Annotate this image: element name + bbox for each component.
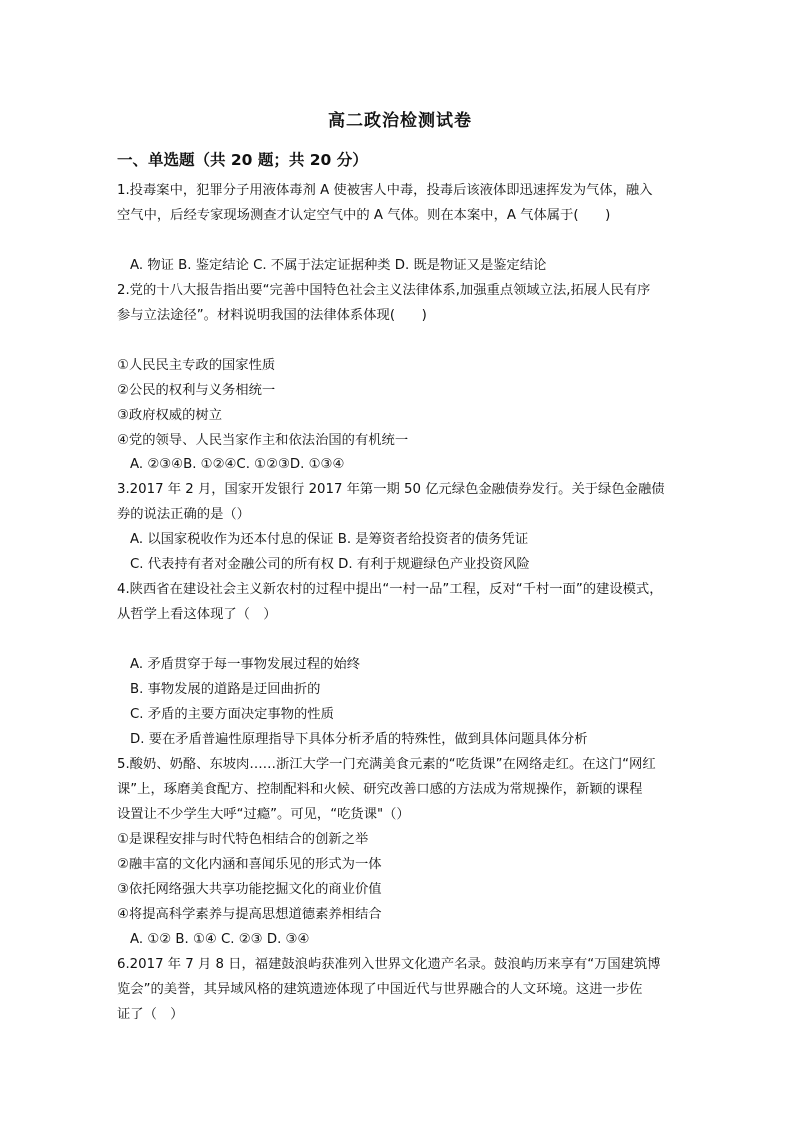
question-5-statement-3: ③依托网络强大共享功能挖掘文化的商业价值 xyxy=(117,882,382,897)
question-4-option-c: C. 矛盾的主要方面决定事物的性质 xyxy=(130,707,334,722)
question-5-stem-line-1: 5.酸奶、奶酪、东坡肉……浙江大学一门充满美食元素的“吃货课”在网络走红。在这门“网红 xyxy=(117,757,656,772)
section-heading: 一、单选题（共 20 题；共 20 分） xyxy=(117,151,368,169)
question-5-stem-line-2: 课”上，琢磨美食配方、控制配料和火候、研究改善口感的方法成为常规操作，新颖的课程 xyxy=(117,782,643,797)
question-4-option-b: B. 事物发展的道路是迂回曲折的 xyxy=(130,682,321,697)
question-3-stem-line-1: 3.2017 年 2 月，国家开发银行 2017 年第一期 50 亿元绿色金融债券发行。关于绿色金融债 xyxy=(117,482,665,497)
question-5-options: A. ①② B. ①④ C. ②③ D. ③④ xyxy=(130,932,310,947)
question-4-stem-line-2: 从哲学上看这体现了（ ） xyxy=(117,607,277,622)
question-5-stem-line-3: 设置让不少学生大呼“过瘾”。可见，“吃货课"（） xyxy=(117,807,410,822)
question-6-stem-line-1: 6.2017 年 7 月 8 日，福建鼓浪屿获准列入世界文化遗产名录。鼓浪屿历来享有“万国建筑博 xyxy=(117,957,661,972)
question-2-statement-2: ②公民的权利与义务相统一 xyxy=(117,383,276,398)
question-2-stem-line-2: 参与立法途径”。材料说明我国的法律体系体现( ) xyxy=(117,308,427,323)
question-2-statement-4: ④党的领导、人民当家作主和依法治国的有机统一 xyxy=(117,433,409,448)
question-1-stem-line-2: 空气中，后经专家现场测查才认定空气中的 A 气体。则在本案中，A 气体属于( ) xyxy=(117,208,611,223)
question-6-stem-line-2: 览会”的美誉，其异域风格的建筑遗迹体现了中国近代与世界融合的人文环境。这进一步佐 xyxy=(117,982,643,997)
question-5-statement-2: ②融丰富的文化内涵和喜闻乐见的形式为一体 xyxy=(117,857,382,872)
page-title: 高二政治检测试卷 xyxy=(328,111,472,131)
question-3-options-line-2: C. 代表持有者对金融公司的所有权 D. 有利于规避绿色产业投资风险 xyxy=(130,557,530,572)
question-3-options-line-1: A. 以国家税收作为还本付息的保证 B. 是筹资者给投资者的债务凭证 xyxy=(130,532,529,547)
question-4-option-d: D. 要在矛盾普遍性原理指导下具体分析矛盾的特殊性，做到具体问题具体分析 xyxy=(130,732,588,747)
question-2-statement-3: ③政府权威的树立 xyxy=(117,408,222,423)
question-2-options: A. ②③④B. ①②④C. ①②③D. ①③④ xyxy=(130,457,345,472)
question-2-statement-1: ①人民民主专政的国家性质 xyxy=(117,358,276,373)
question-3-stem-line-2: 券的说法正确的是（） xyxy=(117,507,250,522)
question-6-stem-line-3: 证了（ ） xyxy=(117,1007,184,1022)
question-5-statement-4: ④将提高科学素养与提高思想道德素养相结合 xyxy=(117,907,382,922)
question-2-stem-line-1: 2.党的十八大报告指出要“完善中国特色社会主义法律体系,加强重点领域立法,拓展人民有序 xyxy=(117,283,651,298)
question-1-options: A. 物证 B. 鉴定结论 C. 不属于法定证据种类 D. 既是物证又是鉴定结论 xyxy=(130,258,547,273)
question-4-option-a: A. 矛盾贯穿于每一事物发展过程的始终 xyxy=(130,657,361,672)
question-4-stem-line-1: 4.陕西省在建设社会主义新农村的过程中提出“一村一品”工程，反对“千村一面”的建设模式， xyxy=(117,582,663,597)
question-1-stem-line-1: 1.投毒案中，犯罪分子用液体毒剂 A 使被害人中毒，投毒后该液体即迅速挥发为气体，融入 xyxy=(117,183,653,198)
question-5-statement-1: ①是课程安排与时代特色相结合的创新之举 xyxy=(117,832,369,847)
